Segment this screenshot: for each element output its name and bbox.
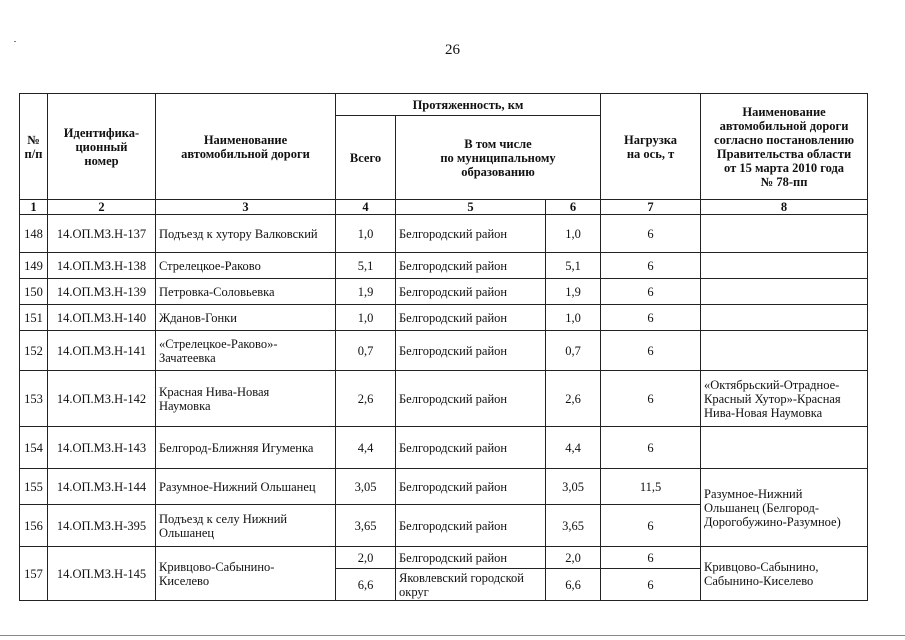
row-axle-load: 6: [601, 215, 701, 253]
row-num: 154: [20, 427, 48, 469]
row-axle-load: 6: [601, 305, 701, 331]
row-district: Белгородский район: [396, 505, 546, 547]
row-total: 5,1: [336, 253, 396, 279]
row-axle-load: 6: [601, 279, 701, 305]
header-road-name: Наименование автомобильной дороги: [156, 94, 336, 200]
table-row: [20, 253, 868, 279]
row-id: 14.ОП.МЗ.Н-139: [48, 279, 156, 305]
header-axle-load: Нагрузка на ось, т: [601, 94, 701, 200]
colnum: 3: [156, 200, 336, 215]
row-axle-load: 6: [601, 505, 701, 547]
row-road-name: Петровка-Соловьевка: [156, 279, 336, 305]
table-row: [20, 469, 868, 505]
row-total: 2,6: [336, 371, 396, 427]
row-gov-name: «Октябрьский-Отрадное- Красный Хутор»-Красная Нива-Новая Наумовка: [701, 371, 868, 427]
header-gov-name: Наименование автомобильной дороги согласно постановлению Правительства области от 15 марта 2010 года № 78-пп: [701, 94, 868, 200]
row-total: 1,0: [336, 305, 396, 331]
scan-speck: [14, 41, 16, 42]
row-gov-name: [701, 253, 868, 279]
table-header: [20, 94, 868, 215]
row-road-name: Подъезд к селу Нижний Ольшанец: [156, 505, 336, 547]
colnum: 6: [546, 200, 601, 215]
row-total: 0,7: [336, 331, 396, 371]
table-row: [20, 371, 868, 427]
row-district: Белгородский район: [396, 331, 546, 371]
row-gov-name: [701, 215, 868, 253]
row-district: Белгородский район: [396, 215, 546, 253]
row-district-length: 1,9: [546, 279, 601, 305]
row-district: Белгородский район: [396, 371, 546, 427]
row-id: 14.ОП.МЗ.Н-143: [48, 427, 156, 469]
row-id: 14.ОП.МЗ.Н-142: [48, 371, 156, 427]
colnum: 5: [396, 200, 546, 215]
row-gov-name: [701, 427, 868, 469]
table-row: [20, 547, 868, 569]
colnum: 1: [20, 200, 48, 215]
column-numbers-row: [20, 200, 868, 215]
row-district: Белгородский район: [396, 279, 546, 305]
header-incl-municipal: В том числе по муниципальному образованию: [396, 116, 601, 200]
table-row: [20, 215, 868, 253]
row-axle-load: 6: [601, 331, 701, 371]
row-district: Белгородский район: [396, 253, 546, 279]
row-road-name: Белгород-Ближняя Игуменка: [156, 427, 336, 469]
row-num: 153: [20, 371, 48, 427]
row-num: 148: [20, 215, 48, 253]
row-num: 151: [20, 305, 48, 331]
page-bottom-edge: [0, 635, 905, 636]
row-total: 3,05: [336, 469, 396, 505]
row-axle-load: 6: [601, 253, 701, 279]
row-id: 14.ОП.МЗ.Н-138: [48, 253, 156, 279]
row-district: Белгородский район: [396, 469, 546, 505]
row-district-length: 4,4: [546, 427, 601, 469]
row-total: 1,9: [336, 279, 396, 305]
row-road-name: Красная Нива-Новая Наумовка: [156, 371, 336, 427]
row-gov-name: [701, 305, 868, 331]
colnum: 4: [336, 200, 396, 215]
row-id: 14.ОП.МЗ.Н-137: [48, 215, 156, 253]
header-total: Всего: [336, 116, 396, 200]
row-road-name: «Стрелецкое-Раково»- Зачатеевка: [156, 331, 336, 371]
row-axle-load: 6: [601, 569, 701, 601]
row-total: 6,6: [336, 569, 396, 601]
row-axle-load: 6: [601, 371, 701, 427]
row-district: Яковлевский городской округ: [396, 569, 546, 601]
row-road-name: Кривцово-Сабынино- Киселево: [156, 547, 336, 601]
row-district-length: 3,05: [546, 469, 601, 505]
row-num: 156: [20, 505, 48, 547]
header-ident: Идентифика- ционный номер: [48, 94, 156, 200]
row-axle-load: 11,5: [601, 469, 701, 505]
row-road-name: Стрелецкое-Раково: [156, 253, 336, 279]
row-id: 14.ОП.МЗ.Н-141: [48, 331, 156, 371]
row-gov-name: [701, 279, 868, 305]
row-gov-name: Кривцово-Сабынино, Сабынино-Киселево: [701, 547, 868, 601]
row-district-length: 2,0: [546, 547, 601, 569]
row-district-length: 2,6: [546, 371, 601, 427]
row-gov-name: [701, 331, 868, 371]
roads-table: [19, 93, 868, 601]
row-total: 4,4: [336, 427, 396, 469]
table-row: [20, 427, 868, 469]
row-num: 150: [20, 279, 48, 305]
row-district-length: 1,0: [546, 215, 601, 253]
row-id: 14.ОП.МЗ.Н-140: [48, 305, 156, 331]
table-row: [20, 279, 868, 305]
row-district-length: 3,65: [546, 505, 601, 547]
row-num: 149: [20, 253, 48, 279]
header-length-group: Протяженность, км: [336, 94, 601, 116]
colnum: 7: [601, 200, 701, 215]
colnum: 8: [701, 200, 868, 215]
row-district: Белгородский район: [396, 305, 546, 331]
row-total: 2,0: [336, 547, 396, 569]
row-total: 1,0: [336, 215, 396, 253]
row-id: 14.ОП.МЗ.Н-395: [48, 505, 156, 547]
row-id: 14.ОП.МЗ.Н-144: [48, 469, 156, 505]
row-district-length: 1,0: [546, 305, 601, 331]
row-id: 14.ОП.МЗ.Н-145: [48, 547, 156, 601]
page-number: 26: [445, 42, 460, 58]
row-axle-load: 6: [601, 547, 701, 569]
row-district: Белгородский район: [396, 547, 546, 569]
row-gov-name: Разумное-Нижний Ольшанец (Белгород- Дорогобужино-Разумное): [701, 469, 868, 547]
row-num: 157: [20, 547, 48, 601]
row-road-name: Подъезд к хутору Валковский: [156, 215, 336, 253]
row-district: Белгородский район: [396, 427, 546, 469]
table-row: [20, 305, 868, 331]
row-road-name: Жданов-Гонки: [156, 305, 336, 331]
row-district-length: 5,1: [546, 253, 601, 279]
row-num: 155: [20, 469, 48, 505]
row-axle-load: 6: [601, 427, 701, 469]
row-num: 152: [20, 331, 48, 371]
row-district-length: 6,6: [546, 569, 601, 601]
colnum: 2: [48, 200, 156, 215]
row-total: 3,65: [336, 505, 396, 547]
header-num: № п/п: [20, 94, 48, 200]
table-row: [20, 331, 868, 371]
row-road-name: Разумное-Нижний Ольшанец: [156, 469, 336, 505]
row-district-length: 0,7: [546, 331, 601, 371]
